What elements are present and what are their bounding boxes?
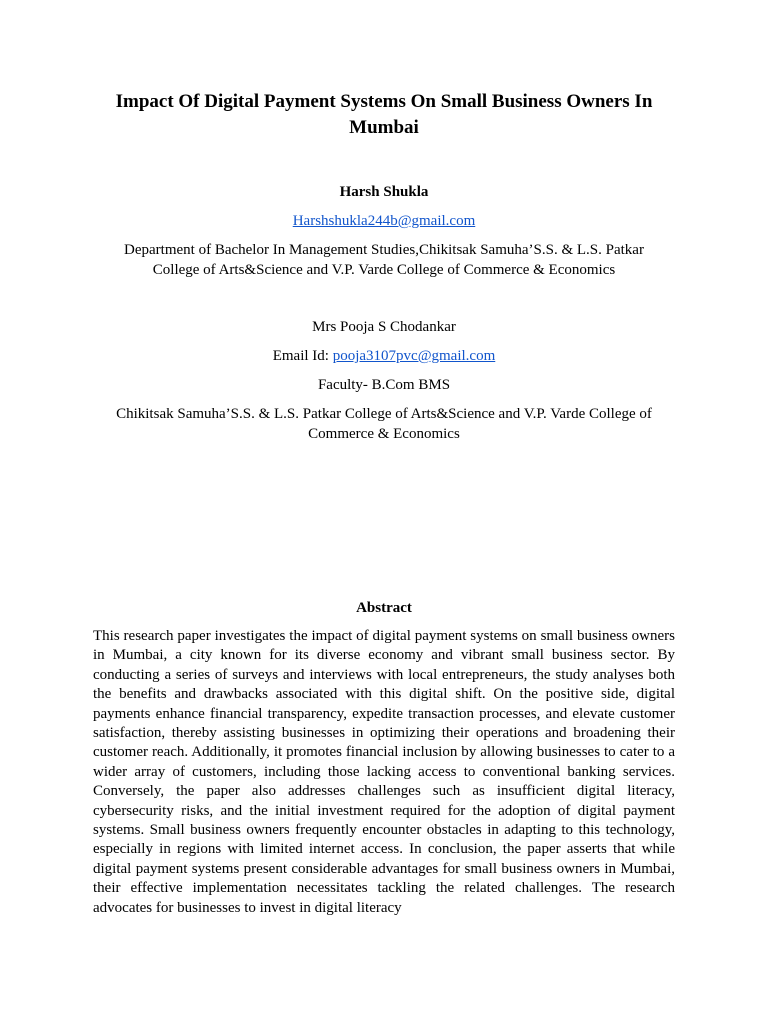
abstract-body: This research paper investigates the impact of digital payment systems on small business owners in Mumbai, a city known for its diverse economy and vibrant small business sector. By conducting a series of surveys and interviews with local entrepreneurs, the study analyses both the benefits and drawbacks associated with this digital shift. On the positive side, digital payments enhance financial transparency, expedite transaction processes, and elevate customer satisfaction, thereby assisting businesses in optimizing their operations and broadening their customer reach. Additionally, it promotes financial inclusion by allowing businesses to cater to a wider array of customers, including those lacking access to conventional banking services. Conversely, the paper also addresses challenges such as insufficient digital literacy, cybersecurity risks, and the initial investment required for the adoption of digital payment systems. Small business owners frequently encounter obstacles in adapting to this technology, especially in regions with limited internet access. In conclusion, the paper asserts that while digital payment systems present considerable advantages for small business owners in Mumbai, their effective implementation necessitates tackling the related challenges. The research advocates for businesses to invest in digital literacy — [93, 628, 675, 916]
author1-name: Harsh Shukla — [339, 184, 429, 200]
author2-college-line1: Chikitsak Samuha’S.S. & L.S. Patkar College of Arts&Science and V.P. Varde College of — [116, 406, 652, 422]
author1-department-line1: Department of Bachelor In Management Studies,Chikitsak Samuha’S.S. & L.S. Patkar — [124, 242, 644, 258]
author1-email-line — [93, 211, 675, 231]
author2-faculty: Faculty- B.Com BMS — [317, 377, 451, 393]
abstract-heading: Abstract — [356, 600, 412, 616]
author2-email-line — [93, 346, 675, 366]
author2-email-link[interactable]: pooja3107pvc@gmail.com — [332, 348, 496, 364]
author1-department-line2: College of Arts&Science and V.P. Varde College of Commerce & Economics — [152, 262, 616, 278]
author2-email-label: Email Id: — [272, 348, 333, 364]
author2-college-line2: Commerce & Economics — [308, 426, 460, 442]
paper-title: Impact Of Digital Payment Systems On Small Business Owners In Mumbai — [115, 91, 653, 138]
author2-name: Mrs Pooja S Chodankar — [312, 319, 456, 335]
author1-email-link[interactable]: Harshshukla244b@gmail.com — [292, 213, 476, 229]
